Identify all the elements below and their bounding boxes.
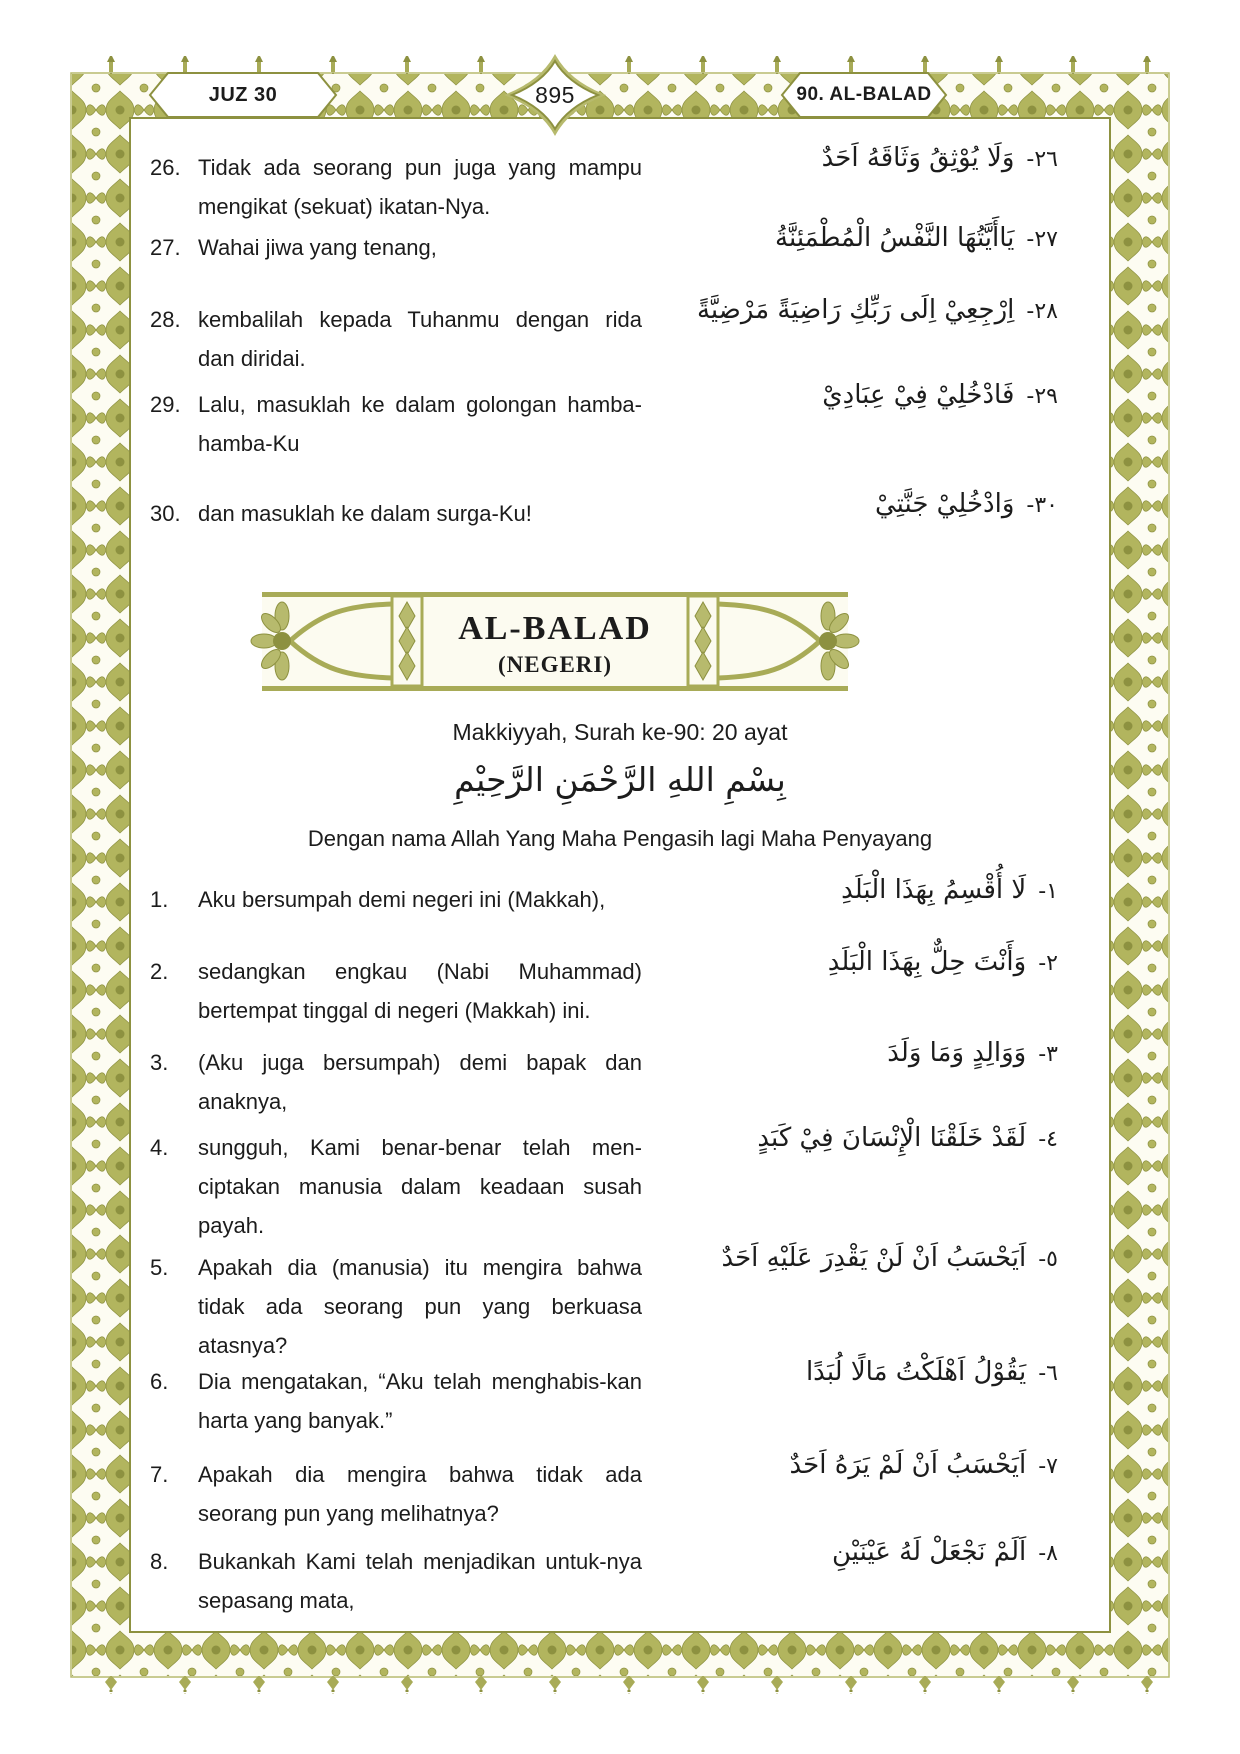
verse-translation: Dia mengatakan, “Aku telah menghabis-kan harta yang banyak.” xyxy=(198,1369,642,1433)
arabic-verse-text: اَيَحْسَبُ اَنْ لَمْ يَرَهُ اَحَدٌ xyxy=(789,1450,1027,1480)
arabic-verse-text: وَأَنْتَ حِلٌّ بِهَذَا الْبَلَدِ xyxy=(827,947,1027,977)
arabic-verse-number: ٢٩- xyxy=(1026,384,1058,409)
verse-arabic xyxy=(822,373,1058,419)
verse-number: 1. xyxy=(150,887,169,912)
surah-header-label: 90. AL-BALAD xyxy=(796,84,932,105)
arabic-verse-number: ٢- xyxy=(1038,951,1058,976)
verse-arabic xyxy=(828,940,1058,986)
arabic-verse-number: ٢٦- xyxy=(1026,147,1058,172)
verse-number: 4. xyxy=(150,1135,169,1160)
verse-translation: Lalu, masuklah ke dalam golongan hamba-hamba-Ku xyxy=(198,392,642,456)
arabic-verse-number: ٦- xyxy=(1038,1361,1058,1386)
verse-arabic xyxy=(757,1116,1058,1162)
verse-arabic xyxy=(775,216,1058,262)
arabic-verse-number: ٨- xyxy=(1038,1541,1058,1566)
verse-number: 29. xyxy=(150,392,181,417)
arabic-verse-number: ٣- xyxy=(1038,1042,1058,1067)
verse-translation: Apakah dia (manusia) itu mengira bahwa tidak ada seorang pun yang berkuasa atasnya? xyxy=(198,1255,642,1358)
verse-number: 27. xyxy=(150,235,181,260)
verse-row-fajr-26 xyxy=(150,143,1086,226)
verse-arabic xyxy=(822,136,1058,182)
verse-row-balad-3 xyxy=(150,1038,1086,1121)
verse-arabic xyxy=(841,868,1058,914)
juz-label: JUZ 30 xyxy=(208,83,278,106)
bismillah-translation: Dengan nama Allah Yang Maha Pengasih lagi Maha Penyayang xyxy=(307,826,933,851)
verse-translation: kembalilah kepada Tuhanmu dengan rida dan diridai. xyxy=(198,307,642,371)
verse-number: 5. xyxy=(150,1255,169,1280)
verse-translation: sedangkan engkau (Nabi Muhammad) bertempat tinggal di negeri (Makkah) ini. xyxy=(198,959,642,1023)
arabic-verse-text: يَقُوْلُ اَهْلَكْتُ مَالًا لُبَدًا xyxy=(805,1357,1027,1387)
arabic-verse-text: اِرْجِعِيْ اِلَى رَبِّكِ رَاضِيَةً مَرْضِيَّةً xyxy=(696,295,1015,325)
arabic-verse-number: ٢٨- xyxy=(1026,299,1058,324)
arabic-verse-text: لَا أُقْسِمُ بِهَذَا الْبَلَدِ xyxy=(841,875,1027,905)
arabic-verse-number: ٣٠- xyxy=(1026,493,1058,518)
verse-translation: Wahai jiwa yang tenang, xyxy=(198,235,437,260)
surah-title-box xyxy=(258,596,852,692)
surah-title: AL-BALAD xyxy=(458,610,652,647)
verse-row-fajr-27 xyxy=(150,223,1086,267)
arabic-verse-number: ١- xyxy=(1038,879,1058,904)
verse-translation: Bukankah Kami telah menjadikan untuk-nya sepasang mata, xyxy=(198,1549,642,1613)
verse-number: 26. xyxy=(150,155,181,180)
verse-row-balad-8 xyxy=(150,1537,1086,1620)
arabic-verse-number: ٤- xyxy=(1038,1127,1058,1152)
surah-subtitle: (NEGERI) xyxy=(497,652,613,677)
verse-row-balad-1 xyxy=(150,875,1086,919)
verse-number: 3. xyxy=(150,1050,169,1075)
verse-arabic xyxy=(875,482,1058,528)
verse-translation: sungguh, Kami benar-benar telah men-ciptakan manusia dalam keadaan susah payah. xyxy=(198,1135,642,1238)
verse-number: 6. xyxy=(150,1369,169,1394)
arabic-verse-number: ٥- xyxy=(1038,1247,1058,1272)
verse-number: 7. xyxy=(150,1462,169,1487)
verse-arabic xyxy=(790,1443,1059,1489)
verse-row-fajr-29 xyxy=(150,380,1086,463)
verse-row-fajr-30 xyxy=(150,489,1086,533)
arabic-verse-text: وَوَالِدٍ وَمَا وَلَدَ xyxy=(887,1038,1027,1068)
verse-arabic xyxy=(806,1350,1058,1396)
verse-arabic xyxy=(832,1530,1058,1576)
page-content xyxy=(130,118,1110,1632)
arabic-verse-text: فَادْخُلِيْ فِيْ عِبَادِيْ xyxy=(822,380,1015,410)
verse-arabic xyxy=(697,288,1058,334)
arabic-verse-text: اَلَمْ نَجْعَلْ لَهُ عَيْنَيْنِ xyxy=(832,1537,1027,1567)
verse-number: 30. xyxy=(150,501,181,526)
verse-row-balad-2 xyxy=(150,947,1086,1030)
bismillah-calligraphy: بِسْمِ اللهِ الرَّحْمَنِ الرَّحِيْمِ xyxy=(454,760,786,799)
verse-translation: Tidak ada seorang pun juga yang mampu mengikat (sekuat) ikatan-Nya. xyxy=(198,155,642,219)
verse-row-balad-7 xyxy=(150,1450,1086,1533)
verse-translation: dan masuklah ke dalam surga-Ku! xyxy=(198,501,532,526)
verse-number: 2. xyxy=(150,959,169,984)
arabic-verse-number: ٧- xyxy=(1038,1454,1058,1479)
verse-number: 28. xyxy=(150,307,181,332)
verse-arabic xyxy=(887,1031,1058,1077)
verse-translation: Apakah dia mengira bahwa tidak ada seorang pun yang melihatnya? xyxy=(198,1462,642,1526)
arabic-verse-text: يَاأَيَّتُهَا النَّفْسُ الْمُطْمَئِنَّةُ xyxy=(775,223,1015,253)
arabic-verse-number: ٢٧- xyxy=(1026,227,1058,252)
verse-row-balad-5 xyxy=(150,1243,1086,1365)
surah-info: Makkiyyah, Surah ke-90: 20 ayat xyxy=(452,719,788,745)
verse-translation: Aku bersumpah demi negeri ini (Makkah), xyxy=(198,887,606,912)
arabic-verse-text: وَادْخُلِيْ جَنَّتِيْ xyxy=(874,489,1015,519)
arabic-verse-text: وَلَا يُوْثِقُ وَثَاقَهُ اَحَدٌ xyxy=(821,143,1015,173)
verse-row-balad-4 xyxy=(150,1123,1086,1245)
arabic-verse-text: لَقَدْ خَلَقْنَا الْإِنْسَانَ فِيْ كَبَدٍ xyxy=(757,1123,1027,1153)
arabic-verse-text: اَيَحْسَبُ اَنْ لَنْ يَقْدِرَ عَلَيْهِ اَحَدٌ xyxy=(721,1243,1027,1273)
page-number: 895 xyxy=(535,81,575,108)
verse-row-fajr-28 xyxy=(150,295,1086,378)
verse-number: 8. xyxy=(150,1549,169,1574)
verse-translation: (Aku juga bersumpah) demi bapak dan anaknya, xyxy=(198,1050,642,1114)
verse-row-balad-6 xyxy=(150,1357,1086,1440)
verse-arabic xyxy=(721,1236,1058,1282)
